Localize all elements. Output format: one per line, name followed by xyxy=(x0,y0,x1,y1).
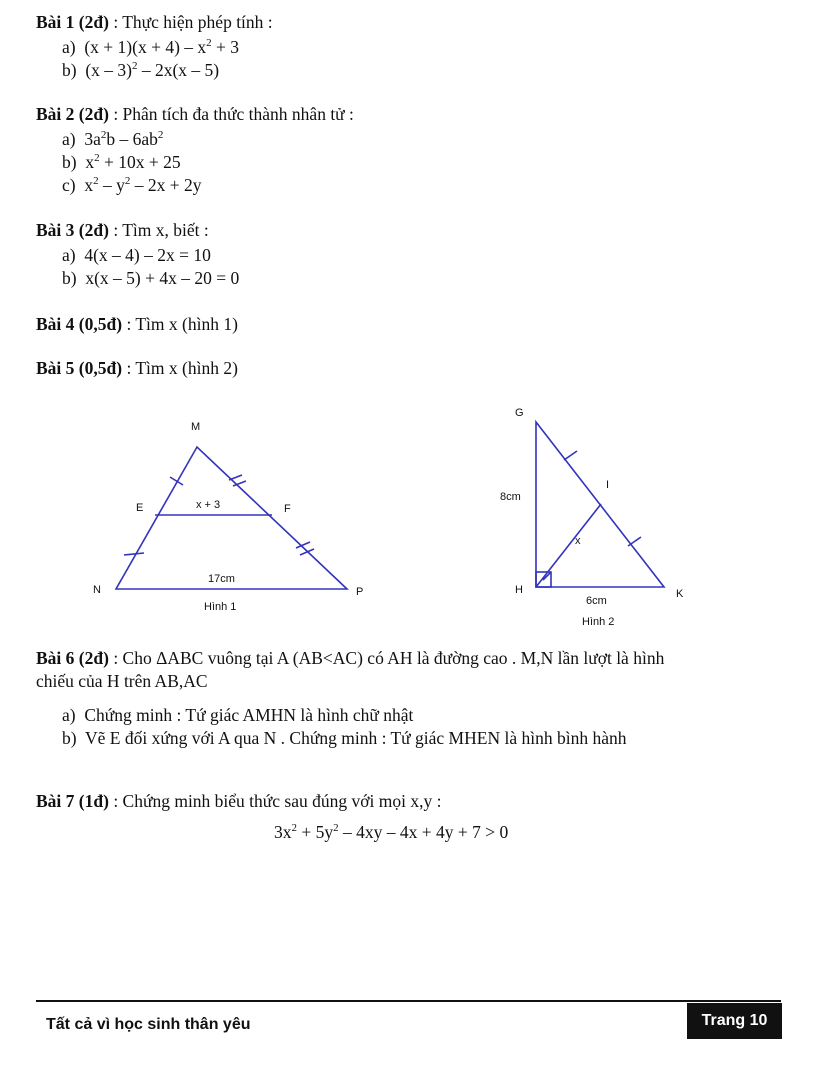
label-x-plus-3: x + 3 xyxy=(196,499,221,511)
label-n: N xyxy=(93,584,101,596)
label-6cm: 6cm xyxy=(586,595,607,607)
tick-fp-2 xyxy=(300,549,314,555)
footer-rule xyxy=(36,1000,781,1002)
exercise-3a: a) 4(x – 4) – 2x = 10 xyxy=(62,245,211,265)
page-number: Trang 10 xyxy=(701,1012,768,1029)
exercise-4-heading: Bài 4 (0,5đ) : Tìm x (hình 1) xyxy=(36,314,238,334)
exercise-3-heading: Bài 3 (2đ) : Tìm x, biết : xyxy=(36,220,209,240)
exercise-2b: b) $x^2 + 10x + 25$ xyxy=(62,152,181,172)
exercise-6-heading: Bài 6 (2đ) : Cho ΔABC vuông tại A (AB<AC) có AH là đường cao . M,N lần lượt là hình xyxy=(36,648,665,668)
exercise-2-heading: Bài 2 (2đ) : Phân tích đa thức thành nhân tử : xyxy=(36,104,354,124)
figure-1 xyxy=(116,447,347,589)
label-x: x xyxy=(575,535,581,547)
segment-hi xyxy=(536,504,601,587)
exercise-3b: b) x(x – 5) + 4x – 20 = 0 xyxy=(62,268,240,288)
label-g: G xyxy=(515,407,524,419)
label-8cm: 8cm xyxy=(500,491,521,503)
label-m: M xyxy=(191,421,201,433)
label-17cm: 17cm xyxy=(208,573,235,585)
footer-motto: Tất cả vì học sinh thân yêu xyxy=(46,1016,251,1033)
exercise-6-heading-cont: chiếu của H trên AB,AC xyxy=(36,671,208,691)
caption-hinh-1: Hình 1 xyxy=(204,601,237,613)
exercise-1b: b) (x – 3)$^2$ – 2x(x – 5) xyxy=(62,60,220,80)
exercise-6b: b) Vẽ E đối xứng với A qua N . Chứng minh : Tứ giác MHEN là hình bình hành xyxy=(62,728,627,748)
exercise-2c: c) $x^2 - y^2 - 2x + 2y$ xyxy=(62,175,202,195)
exercise-5-heading: Bài 5 (0,5đ) : Tìm x (hình 2) xyxy=(36,358,238,378)
page-number-badge xyxy=(687,1003,782,1039)
tick-gi xyxy=(564,451,577,460)
exercise-6a: a) Chứng minh : Tứ giác AMHN là hình chữ nhật xyxy=(62,705,414,725)
exercise-7-heading: Bài 7 (1đ) : Chứng minh biểu thức sau đúng với mọi x,y : xyxy=(36,791,442,811)
label-p: P xyxy=(356,586,364,598)
tick-mf-1 xyxy=(229,475,242,480)
exercise-1a: a) $(x + 1)(x + 4) - x^2 + 3$ xyxy=(62,37,240,57)
label-f: F xyxy=(284,503,291,515)
label-e: E xyxy=(136,502,144,514)
triangle-mnp xyxy=(116,447,347,589)
caption-hinh-2: Hình 2 xyxy=(582,616,615,628)
figure-2-labels xyxy=(500,407,684,628)
exercise-7-inequality: $3x^2 + 5y^2 - 4xy - 4x + 4y + 7 > 0$ xyxy=(274,822,509,842)
label-k: K xyxy=(676,588,684,600)
tick-en xyxy=(124,553,144,555)
exercise-1-heading: Bài 1 (2đ) : Thực hiện phép tính : xyxy=(36,12,273,32)
figure-2 xyxy=(536,422,664,587)
label-h: H xyxy=(515,584,523,596)
tick-ik xyxy=(628,537,641,546)
figure-1-labels xyxy=(93,421,363,613)
label-i: I xyxy=(606,479,610,491)
exercise-2a: a) $3a^2b - 6ab^2$ xyxy=(62,129,164,149)
